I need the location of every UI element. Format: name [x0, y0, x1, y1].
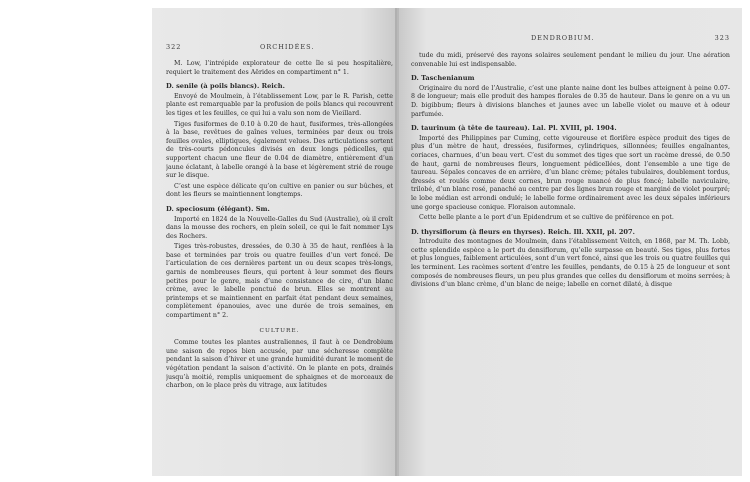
right-page — [399, 8, 742, 476]
paragraph: Originaire du nord de l’Australie, c’est une plante naine dont les bulbes atteignent à peine 0.07-8 de longueur; mais elle produit des hampes florales de 0.35 de hauteur. Dans le genre on a vu un D. bigibbum; fleurs à divisions blanches et jaunes avec un labelle violet ou mauve et à odeur parfumée. — [411, 84, 730, 118]
section-heading: CULTURE. — [259, 327, 300, 334]
species-heading: D. senile (à poils blancs). Reich. — [166, 82, 285, 91]
species-heading: D. taurinum (à tête de taureau). Lal. Pl. XVIII, pl. 1904. — [411, 124, 617, 133]
left-running-title: ORCHIDÉES. — [260, 43, 315, 51]
paragraph: Envoyé de Moulmein, à l’établissement Low, par le R. Parish, cette plante est remarquable par la profusion de poils blancs qui recouvrent les tiges et les feuilles, ce qui lui a valu son nom de Vieillard. — [166, 92, 393, 117]
paragraph: Tiges fusiformes de 0.10 à 0.20 de haut, fusiformes, très-allongées à la base, revêtues de gaînes velues, terminées par deux ou trois feuilles ovales, elliptiques, également velues. Des articulations sortent de très-courts pédoncules divisés en deux longs pédicelles, qui supportent chacun une fleur de 0.04 de diamètre, entièrement d’un jaune éclatant, à labelle orangé à la base et légèrement strié de rouge sur le disque. — [166, 120, 393, 180]
species-heading: D. thyrsiflorum (à fleurs en thyrses). Reich. Ill. XXII, pl. 207. — [411, 227, 635, 236]
species-heading: D. speciosum (élégant). Sm. — [166, 204, 270, 213]
book-scan — [152, 8, 742, 476]
paragraph: M. Low, l’intrépide explorateur de cette île si peu hospitalière, requiert le traitement des Aërides en compartiment n° 1. — [166, 60, 393, 76]
paragraph: Tiges très-robustes, dressées, de 0.30 à 35 de haut, renflées à la base et terminées par trois ou quatre feuilles d’un vert foncé. De l’articulation de ces dernières partent un ou deux scapes très-longs, garnis de nombreuses fleurs, qui portent à leur sommet des fleurs petites pour le genre, mais d’une consistance de cire, d’un blanc crème, avec le labelle ponctué de brun. Elles se montrent au printemps et se maintiennent en parfait état pendant deux semaines, complètement épanouies, avec une durée de trois semaines, en compartiment n° 2. — [166, 243, 393, 320]
paragraph: Introduite des montagnes de Moulmein, dans l’établissement Veitch, en 1868, par M. Th. Lobb, cette splendide espèce a le port du densiflorum, qu’elle surpasse en beauté. Ses tiges, plus fortes et plus longues, faiblement articulées, sont d’un vert foncé, ainsi que les trois ou quatre feuilles qui les terminent. Les racèmes sortent d’entre les feuilles, pendants, de 0.15 à 25 de longueur et sont composés de nombreuses fleurs, un peu plus grandes que celles du densiflorum et moins serrées; à divisions d’un blanc crème, d’un blanc de neige; labelle en cornet dilaté, à disque — [411, 238, 730, 289]
paragraph: tude du midi, préservé des rayons solaires seulement pendant le milieu du jour. Une aération convenable lui est indispensable. — [411, 52, 730, 68]
paragraph: Cette belle plante a le port d’un Epidendrum et se cultive de préférence en pot. — [419, 214, 674, 222]
paragraph: Importé des Philippines par Cuming, cette vigoureuse et florifère espèce produit des tiges de plus d’un mètre de haut, dressées, fusiformes, cylindriques, sillonnées; feuilles engaînantes, coriaces, charnues, d’un beau vert. C’est du sommet des tiges que sort un racème dressé, de 0.50 de haut, garni de nombreuses fleurs, longuement pédicellées, dont l’ensemble a une tige de taureau. Sépales concaves de en arrière, d’un blanc crème; pétales tubulaires, doublement tordus, dressés et roulés comme deux cornes, brun rouge nuancé de plus foncé; labelle naviculaire, trilobé, d’un blanc rosé, panaché au centre par des lignes brun rouge et marginé de violet pourpré; le lobe médian est arrondi ondulé; le labelle forme ordinairement avec les deux sépales inférieurs une gorge spacieuse conique. Floraison automnale. — [411, 134, 730, 211]
left-page — [152, 8, 397, 476]
species-heading: D. Taschenianum — [411, 74, 475, 83]
paragraph: Importé en 1824 de la Nouvelle-Galles du Sud (Australie), où il croît dans la mousse des rochers, en plein soleil, ce qui le fait nommer Lys des Rochers. — [166, 215, 393, 240]
right-running-title: DENDROBIUM. — [530, 34, 595, 42]
right-page-number: 323 — [714, 34, 730, 42]
paragraph: C’est une espèce délicate qu’on cultive en panier ou sur bûches, et dont les fleurs se maintiennent longtemps. — [166, 182, 393, 199]
left-page-body — [166, 38, 393, 472]
right-page-text — [411, 52, 730, 292]
left-page-number: 322 — [166, 43, 182, 51]
right-page-body — [411, 38, 730, 472]
paragraph: Comme toutes les plantes australiennes, il faut à ce Dendrobium une saison de repos bien accusée, par une sécheresse complète pendant la saison d’hiver et une grande humidité durant le moment de végétation pendant la saison d’activité. On le plante en pots, drainés jusqu’à moitié, remplis uniquement de sphaignes et de morceaux de charbon, on le place près du vitrage, aux latitudes — [166, 339, 393, 390]
left-page-text — [166, 60, 393, 393]
